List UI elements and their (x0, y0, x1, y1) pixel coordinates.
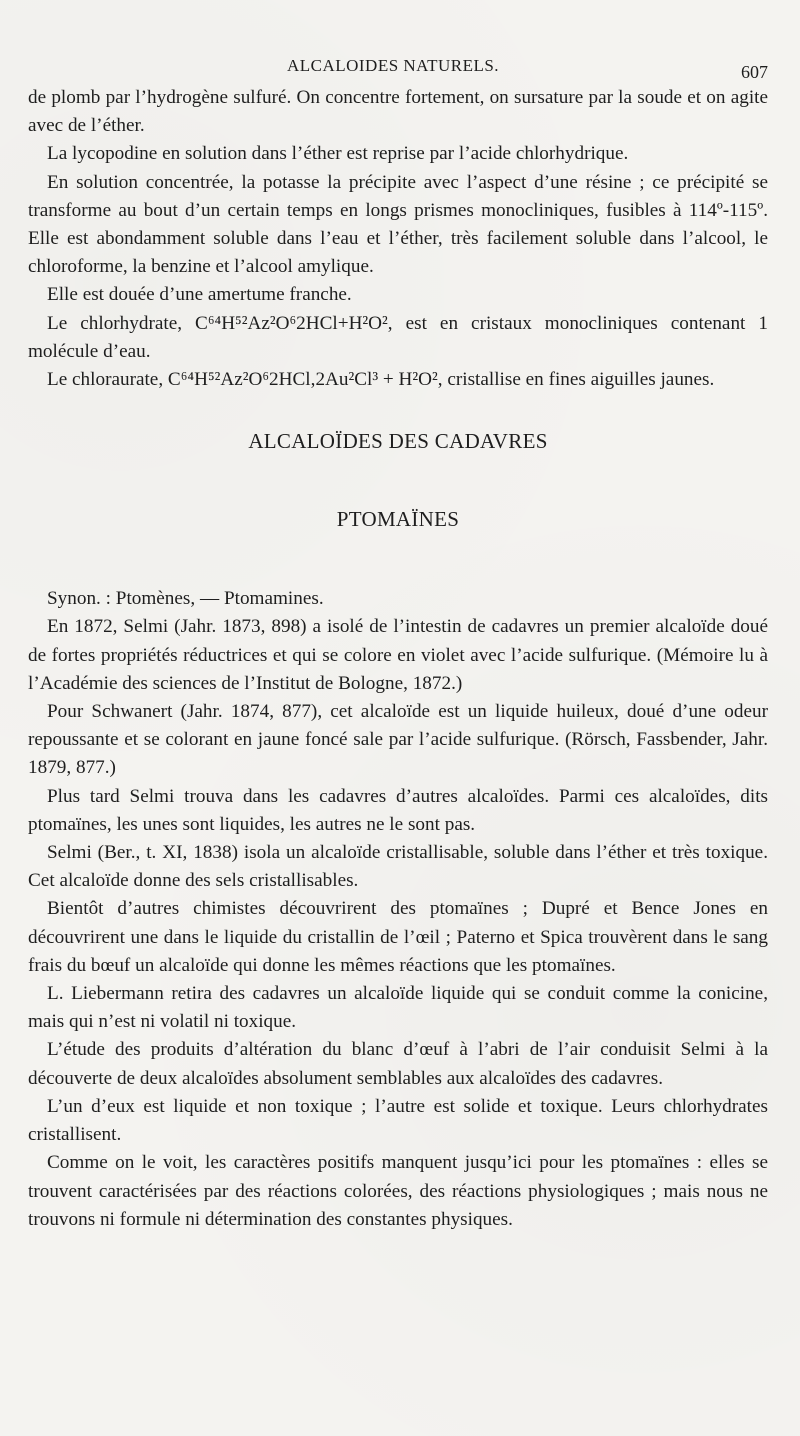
section-subtitle: PTOMAÏNES (336, 507, 460, 532)
paragraph-selmi-1872: En 1872, Selmi (Jahr. 1873, 898) a isolé de l’intestin de cadavres un premier alcaloïde doué de fortes propriétés réductrices et qui se colore en violet avec l’acide sulfurique. (Mémoire lu à l’Académie des sciences de l’Institut de Bologne, 1872.) (28, 616, 768, 694)
paragraph-other-alkaloids: Plus tard Selmi trouva dans les cadavres d’autres alcaloïdes. Parmi ces alcaloïdes, dits ptomaïnes, les unes sont liquides, les autres ne le sont pas. (28, 785, 768, 835)
paragraph-potash-precipitation: En solution concentrée, la potasse la précipite avec l’aspect d’une résine ; ce précipité se transforme au bout d’un certain temps en longs prismes monocliniques, fusibles à 114º-115º. Elle est abondamment soluble dans l’eau et l’éther, très facilement soluble dans l’alcool, le chloroforme, la benzine et l’alcool amylique. (28, 171, 768, 278)
paragraph-conclusion: Comme on le voit, les caractères positifs manquent jusqu’ici pour les ptomaïnes : elles se trouvent caractérisées par des réactions colorées, des réactions physiologiques ; mais nous ne trouvons ni formule ni détermination des constantes physiques. (28, 1152, 768, 1230)
page-number: 607 (741, 62, 768, 82)
paragraph-lycopodine-solution: La lycopodine en solution dans l’éther est reprise par l’acide chlorhydrique. (47, 143, 629, 165)
paragraph-liebermann: L. Liebermann retira des cadavres un alcaloïde liquide qui se conduit comme la conicine, mais qui n’est ni volatil ni toxique. (28, 983, 768, 1033)
document-body (28, 84, 768, 1234)
paragraph-selmi-ber: Selmi (Ber., t. XI, 1838) isola un alcaloïde cristallisable, soluble dans l’éther et très toxique. Cet alcaloïde donne des sels cristallisables. (28, 842, 768, 892)
paragraph-schwanert: Pour Schwanert (Jahr. 1874, 877), cet alcaloïde est un liquide huileux, doué d’une odeur repoussante et se colorant en jaune foncé sale par l’acide sulfurique. (Rörsch, Fassbender, Jahr. 1879, 877.) (28, 701, 768, 779)
paragraph-bitterness: Elle est douée d’une amertume franche. (47, 284, 352, 306)
paragraph-chlorhydrate: Le chlorhydrate, C⁶⁴H⁵²Az²O⁶2HCl+H²O², est en cristaux monocliniques contenant 1 molécule d’eau. (28, 312, 768, 362)
paragraph-other-chemists: Bientôt d’autres chimistes découvrirent des ptomaïnes ; Dupré et Bence Jones en découvrirent une dans le liquide du cristallin de l’œil ; Paterno et Spica trouvèrent dans le sang frais du bœuf un alcaloïde qui donne les mêmes réactions que les ptomaïnes. (28, 898, 768, 976)
paragraph-continuation: de plomb par l’hydrogène sulfuré. On concentre fortement, on sursature par la soude et on agite avec de l’éther. (28, 87, 768, 137)
paragraph-egg-white-study: L’étude des produits d’altération du blanc d’œuf à l’abri de l’air conduisit Selmi à la découverte de deux alcaloïdes absolument semblables aux alcaloïdes des cadavres. (28, 1039, 768, 1089)
section-title: ALCALOÏDES DES CADAVRES (248, 429, 548, 454)
paragraph-chloraurate: Le chloraurate, C⁶⁴H⁵²Az²O⁶2HCl,2Au²Cl³ + H²O², cristallise en fines aiguilles jaunes. (47, 369, 715, 391)
page-header (18, 56, 768, 80)
paragraph-toxicity: L’un d’eux est liquide et non toxique ; l’autre est solide et toxique. Leurs chlorhydrates cristallisent. (28, 1095, 768, 1146)
running-title: ALCALOIDES NATURELS. (286, 56, 500, 75)
paragraph-synonyms: Synon. : Ptomènes, — Ptomamines. (47, 588, 324, 610)
